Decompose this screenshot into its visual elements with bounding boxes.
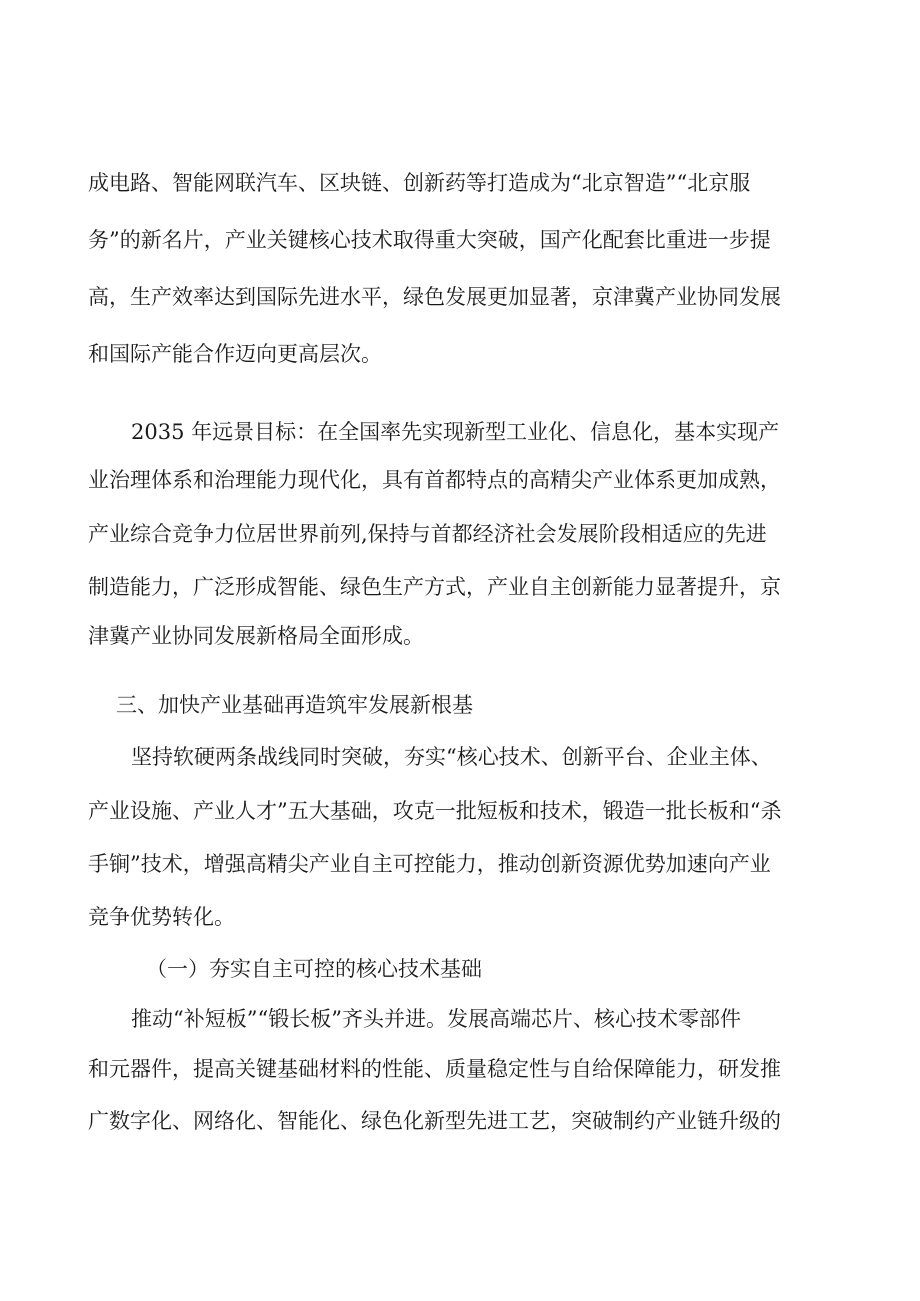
section-heading: 三、加快产业基础再造筑牢发展新根基 xyxy=(116,693,473,717)
paragraph-line: 高，生产效率达到国际先进水平，绿色发展更加显著，京津冀产业协同发展 xyxy=(88,285,781,309)
paragraph-line: 坚持软硬两条战线同时突破，夯实“核心技术、创新平台、企业主体、 xyxy=(131,745,772,769)
paragraph-line: 成电路、智能网联汽车、区块链、创新药等打造成为“北京智造”“北京服 xyxy=(88,171,751,195)
paragraph-line: 竞争优势转化。 xyxy=(88,905,235,929)
paragraph-line: 2035 年远景目标：在全国率先实现新型工业化、信息化，基本实现产 xyxy=(131,420,780,444)
paragraph-line: 业治理体系和治理能力现代化，具有首都特点的高精尖产业体系更加成熟， xyxy=(88,468,781,492)
paragraph-line: 产业综合竞争力位居世界前列,保持与首都经济社会发展阶段相适应的先进 xyxy=(88,522,767,546)
paragraph-line: 津冀产业协同发展新格局全面形成。 xyxy=(88,624,424,648)
paragraph-line: 和国际产能合作迈向更高层次。 xyxy=(88,342,382,366)
paragraph-line: 和元器件，提高关键基础材料的性能、质量稳定性与自给保障能力，研发推 xyxy=(88,1057,781,1081)
subsection-heading: （一）夯实自主可控的核心技术基础 xyxy=(146,957,482,981)
paragraph-line: 广数字化、网络化、智能化、绿色化新型先进工艺，突破制约产业链升级的 xyxy=(88,1109,781,1133)
paragraph-line: 务”的新名片，产业关键核心技术取得重大突破，国产化配套比重进一步提 xyxy=(88,228,771,252)
paragraph-line: 制造能力，广泛形成智能、绿色生产方式，产业自主创新能力显著提升，京 xyxy=(88,575,781,599)
paragraph-line: 推动“补短板”“锻长板”齐头并进。发展高端芯片、核心技术零部件 xyxy=(131,1007,741,1031)
paragraph-line: 产业设施、产业人才”五大基础，攻克一批短板和技术，锻造一批长板和“杀 xyxy=(88,799,782,823)
paragraph-line: 手锏”技术，增强高精尖产业自主可控能力，推动创新资源优势加速向产业 xyxy=(88,852,771,876)
